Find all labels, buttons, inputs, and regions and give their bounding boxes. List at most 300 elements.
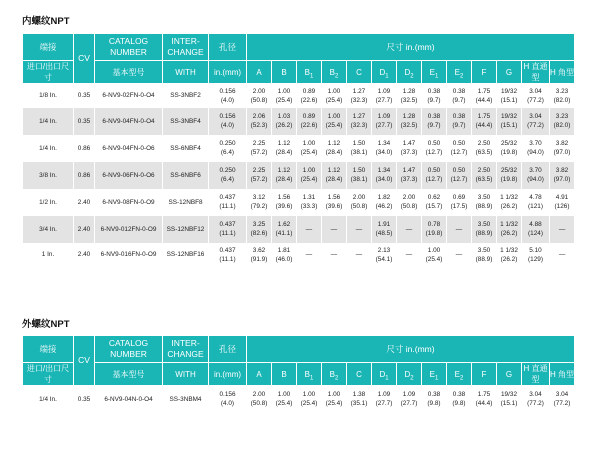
value-in: 0.50 [427, 167, 441, 174]
value-in: — [305, 225, 313, 233]
cell-dim-2 [297, 216, 322, 243]
value-in: 1 1/32 [500, 246, 518, 254]
cell-dim-8 [447, 108, 472, 135]
cell-cv: 0.35 [74, 108, 95, 135]
value-in: 1.38 [352, 391, 366, 399]
cell-orifice [209, 108, 247, 135]
cell-dim-10 [497, 216, 522, 243]
col-subscript: 1 [385, 73, 389, 80]
value-mm: (50.8) [250, 400, 268, 408]
header-col-9: F [472, 61, 497, 84]
cell-dim-5 [372, 135, 397, 162]
col-subscript: 1 [435, 73, 439, 80]
value-in: 1.12 [327, 167, 341, 174]
header-col-2 [297, 61, 322, 84]
value-in: 0.78 [427, 221, 441, 228]
value-in: 0.38 [452, 87, 466, 95]
value-mm: (121) [528, 203, 543, 210]
cell-dim-4 [347, 84, 372, 108]
cell-dim-10 [497, 243, 522, 267]
cell-dim-11 [522, 386, 550, 413]
header-col-11: H 直通型 [523, 62, 548, 82]
cell-dim-9 [472, 108, 497, 135]
value-in: 1.09 [377, 113, 391, 120]
male-npt-spec-table [22, 335, 575, 413]
col-subscript: 2 [335, 375, 339, 382]
value-in: 1.00 [277, 391, 291, 399]
cell-dim-3 [322, 135, 347, 162]
cell-dim-12 [550, 386, 575, 413]
header-interchange: INTER-CHANGE [163, 336, 209, 363]
cell-dim-0 [247, 243, 272, 267]
col-letter: E [454, 67, 460, 77]
cell-dim-4 [347, 108, 372, 135]
value-mm: (82.6) [250, 230, 268, 237]
value-in: 3.70 [529, 167, 542, 174]
value-mm: (88.9) [475, 230, 493, 237]
value-in: 1.31 [302, 194, 316, 201]
value-in: 3.04 [529, 391, 542, 399]
value-in: — [455, 251, 463, 258]
cell-dim-10 [497, 162, 522, 189]
value-mm: (77.2) [553, 400, 571, 408]
cell-catalog: 6-NV9-08FN-0-O9 [95, 189, 163, 216]
cell-dim-9 [472, 386, 497, 413]
col-letter: B [304, 369, 310, 379]
value-in: 1.09 [402, 391, 416, 399]
value-in: 1.50 [352, 140, 366, 147]
value-mm: (15.1) [500, 400, 518, 408]
value-in: 0.156 [219, 113, 236, 120]
value-in: 4.88 [529, 221, 542, 228]
header-col-8 [447, 363, 472, 386]
value-in: 2.00 [352, 194, 366, 201]
cell-orifice [209, 189, 247, 216]
cell-dim-0 [247, 162, 272, 189]
cell-interchange: SS-6NBF6 [163, 162, 209, 189]
value-in: 0.437 [219, 194, 236, 201]
cell-dim-6 [397, 135, 422, 162]
female-npt-spec-table [22, 33, 575, 267]
cell-dim-7 [422, 108, 447, 135]
value-in: — [405, 251, 413, 258]
header-cv: CV [74, 336, 95, 386]
cell-dim-0 [247, 108, 272, 135]
value-in: 1.00 [277, 87, 291, 95]
header-col-2 [297, 363, 322, 386]
cell-interchange: SS-3NBF4 [163, 108, 209, 135]
header-dimensions: 尺寸 in.(mm) [247, 34, 575, 61]
cell-size: 1/4 In. [23, 386, 74, 413]
header-col-5 [372, 363, 397, 386]
cell-dim-3 [322, 386, 347, 413]
value-mm: (38.1) [350, 149, 368, 156]
cell-dim-0 [247, 84, 272, 108]
value-in: 19/32 [501, 113, 517, 120]
value-in: 0.38 [427, 391, 441, 399]
cell-catalog: 6-NV9-06FN-0-O6 [95, 162, 163, 189]
table-row [23, 162, 575, 189]
value-in: 0.62 [427, 194, 441, 201]
value-in: — [330, 251, 338, 258]
value-mm: (15.1) [500, 122, 518, 129]
cell-size: 1 In. [23, 243, 74, 267]
value-in: 1.00 [302, 140, 316, 147]
header-orifice: 孔径 [209, 34, 247, 61]
value-in: 0.437 [219, 221, 236, 228]
cell-dim-7 [422, 189, 447, 216]
header-col-12: H 角型 [550, 61, 575, 84]
value-in: — [455, 225, 463, 233]
value-in: 1 1/32 [500, 221, 518, 228]
value-in: 3.50 [477, 194, 491, 201]
value-in: 2.50 [477, 140, 491, 147]
cell-dim-9 [472, 135, 497, 162]
value-in: 1.75 [477, 87, 491, 95]
cell-catalog: 6-NV9-012FN-0-O9 [95, 216, 163, 243]
value-in: 1.12 [277, 140, 291, 147]
value-in: 1.75 [477, 391, 491, 399]
header-col-9: F [472, 363, 497, 386]
value-in: — [558, 225, 566, 233]
value-mm: (124) [528, 230, 543, 237]
cell-interchange: SS-12NBF16 [163, 243, 209, 267]
value-mm: (15.7) [425, 203, 443, 210]
value-in: 3.23 [555, 113, 569, 120]
value-mm: (12.7) [450, 176, 468, 183]
table-row [23, 243, 575, 267]
value-in: 3.62 [252, 246, 266, 254]
value-in: 1.82 [377, 194, 391, 201]
value-in: 2.25 [252, 140, 266, 147]
cell-dim-4 [347, 189, 372, 216]
value-mm: (77.2) [527, 96, 544, 104]
cell-catalog: 6-NV9-04FN-0-O6 [95, 135, 163, 162]
cell-dim-4 [347, 216, 372, 243]
value-in: 0.38 [452, 113, 466, 120]
value-in: 1.50 [352, 167, 366, 174]
table-row [23, 108, 575, 135]
cell-dim-3 [322, 243, 347, 267]
value-in: 1 1/32 [500, 194, 518, 201]
cell-dim-6 [397, 189, 422, 216]
header-base-model: 基本型号 [95, 61, 163, 84]
header-port-size: 进口/出口尺寸 [23, 363, 74, 386]
value-mm: (25.4) [300, 400, 318, 408]
table-row [23, 386, 575, 413]
value-mm: (126) [554, 203, 570, 210]
cell-dim-12 [550, 243, 575, 267]
col-letter: D [379, 67, 386, 77]
cell-dim-6 [397, 243, 422, 267]
value-in: 1.09 [377, 391, 391, 399]
cell-size: 1/4 In. [23, 108, 74, 135]
cell-dim-12 [550, 189, 575, 216]
cell-dim-9 [472, 162, 497, 189]
col-letter: D [404, 369, 411, 379]
cell-dim-0 [247, 189, 272, 216]
header-catalog: CATALOG NUMBER [95, 34, 163, 61]
header-col-8 [447, 61, 472, 84]
value-in: 3.82 [555, 167, 569, 174]
value-mm: (11.1) [219, 230, 236, 237]
header-catalog: CATALOG NUMBER [95, 336, 163, 363]
cell-interchange: SS-3NBF2 [163, 84, 209, 108]
value-mm: (46.2) [375, 203, 393, 210]
table-row [23, 135, 575, 162]
cell-dim-2 [297, 84, 322, 108]
value-in: 0.156 [219, 391, 236, 399]
value-in: 1.00 [302, 167, 316, 174]
col-letter: D [379, 369, 386, 379]
cell-dim-4 [347, 243, 372, 267]
cell-dim-10 [497, 108, 522, 135]
value-in: 3.04 [529, 113, 542, 120]
value-mm: (26.2) [500, 255, 518, 263]
value-mm: (9.7) [427, 122, 441, 129]
header-port: 端接 [23, 336, 74, 363]
cell-dim-3 [322, 162, 347, 189]
cell-dim-6 [397, 386, 422, 413]
value-in: 1.27 [352, 113, 366, 120]
value-mm: (6.4) [220, 149, 235, 156]
header-dimensions: 尺寸 in.(mm) [247, 336, 575, 363]
col-subscript: 2 [335, 73, 339, 80]
value-in: 1.81 [277, 246, 291, 254]
col-subscript: 1 [435, 375, 439, 382]
cell-dim-1 [272, 135, 297, 162]
value-mm: (94.0) [527, 176, 544, 183]
value-mm: (50.8) [250, 96, 268, 104]
value-mm: (19.8) [425, 230, 443, 237]
value-mm: (28.4) [325, 149, 343, 156]
value-mm: (57.2) [250, 176, 268, 183]
value-in: 1.34 [377, 167, 391, 174]
cell-dim-11 [522, 243, 550, 267]
value-in: 0.50 [452, 140, 466, 147]
col-subscript: 1 [310, 375, 314, 382]
value-mm: (82.0) [553, 122, 571, 129]
value-mm: (50.8) [350, 203, 368, 210]
value-mm: (12.7) [425, 149, 443, 156]
value-mm: (79.2) [250, 203, 268, 210]
value-in: 1.28 [402, 87, 416, 95]
value-in: 19/32 [501, 87, 517, 95]
cell-dim-5 [372, 216, 397, 243]
cell-dim-1 [272, 162, 297, 189]
col-letter: D [404, 67, 411, 77]
value-in: 0.69 [452, 194, 466, 201]
value-mm: (25.4) [325, 400, 343, 408]
value-mm: (28.4) [275, 149, 293, 156]
value-mm: (15.1) [500, 96, 518, 104]
col-letter: B [304, 67, 310, 77]
value-in: 1.00 [427, 246, 441, 254]
cell-dim-5 [372, 162, 397, 189]
value-mm: (44.4) [475, 96, 493, 104]
value-mm: (17.5) [450, 203, 468, 210]
header-orifice: 孔径 [209, 336, 247, 363]
col-subscript: 1 [310, 73, 314, 80]
value-mm: (34.0) [375, 149, 393, 156]
cell-dim-1 [272, 108, 297, 135]
header-col-5 [372, 61, 397, 84]
cell-dim-7 [422, 135, 447, 162]
value-mm: (9.8) [452, 400, 466, 408]
value-mm: (25.4) [425, 255, 443, 263]
col-subscript: 2 [410, 73, 414, 80]
cell-dim-7 [422, 162, 447, 189]
cell-dim-12 [550, 108, 575, 135]
value-in: — [355, 251, 363, 258]
cell-dim-5 [372, 243, 397, 267]
table-row [23, 189, 575, 216]
cell-dim-6 [397, 108, 422, 135]
value-mm: (19.8) [500, 176, 518, 183]
cell-dim-12 [550, 135, 575, 162]
header-col-12: H 角型 [550, 363, 575, 386]
value-mm: (33.3) [300, 203, 318, 210]
value-mm: (12.7) [425, 176, 443, 183]
cell-size: 1/4 In. [23, 135, 74, 162]
cell-dim-10 [497, 135, 522, 162]
value-in: 1.00 [327, 113, 341, 120]
cell-dim-2 [297, 243, 322, 267]
value-mm: (32.3) [350, 122, 368, 129]
value-in: 3.12 [252, 194, 266, 201]
cell-dim-6 [397, 162, 422, 189]
value-mm: (11.1) [219, 255, 236, 263]
value-in: 2.06 [252, 113, 266, 120]
cell-orifice [209, 135, 247, 162]
cell-dim-11 [522, 108, 550, 135]
cell-catalog: 6-NV9-02FN-0-O4 [95, 84, 163, 108]
value-mm: (4.0) [220, 96, 235, 104]
cell-dim-2 [297, 386, 322, 413]
cell-cv: 2.40 [74, 216, 95, 243]
col-letter: B [329, 67, 335, 77]
value-mm: (46.0) [275, 255, 293, 263]
value-in: 3.23 [555, 87, 569, 95]
cell-dim-3 [322, 216, 347, 243]
cell-dim-8 [447, 84, 472, 108]
cell-dim-1 [272, 84, 297, 108]
header-interchange: INTER-CHANGE [163, 34, 209, 61]
cell-dim-10 [497, 84, 522, 108]
value-in: 1.12 [277, 167, 291, 174]
value-mm: (4.0) [220, 122, 235, 129]
cell-dim-8 [447, 189, 472, 216]
value-in: 4.91 [555, 194, 569, 201]
value-mm: (54.1) [375, 255, 393, 263]
header-col-6 [397, 363, 422, 386]
header-col-11: H 直通型 [523, 364, 548, 384]
cell-dim-6 [397, 84, 422, 108]
value-mm: (26.2) [500, 203, 518, 210]
header-col-7 [422, 363, 447, 386]
value-in: 2.50 [477, 167, 491, 174]
cell-dim-12 [550, 162, 575, 189]
header-cv: CV [74, 34, 95, 84]
value-in: 1.56 [277, 194, 291, 201]
value-in: 0.38 [427, 113, 441, 120]
cell-dim-8 [447, 216, 472, 243]
value-mm: (39.6) [325, 203, 343, 210]
value-mm: (25.4) [300, 149, 318, 156]
cell-catalog: 6-NV9-04N-0-O4 [95, 386, 163, 413]
cell-dim-11 [522, 135, 550, 162]
value-in: 4.78 [529, 194, 542, 201]
value-mm: (6.4) [220, 176, 235, 183]
value-in: 0.437 [219, 246, 236, 254]
cell-dim-6 [397, 216, 422, 243]
value-in: — [305, 251, 313, 258]
value-mm: (91.9) [250, 255, 268, 263]
cell-dim-1 [272, 189, 297, 216]
header-col-6 [397, 61, 422, 84]
header-with: WITH [163, 61, 209, 84]
value-in: 1.56 [327, 194, 341, 201]
value-in: 2.25 [252, 167, 266, 174]
value-in: 1.00 [327, 87, 341, 95]
value-mm: (32.3) [350, 96, 368, 104]
value-mm: (88.9) [475, 255, 493, 263]
value-mm: (27.7) [375, 400, 393, 408]
col-subscript: 2 [460, 375, 464, 382]
cell-cv: 2.40 [74, 189, 95, 216]
value-in: 0.38 [452, 391, 466, 399]
value-in: 3.50 [477, 246, 491, 254]
cell-dim-0 [247, 216, 272, 243]
cell-dim-5 [372, 189, 397, 216]
header-col-4: C [347, 363, 372, 386]
value-mm: (25.4) [300, 176, 318, 183]
header-port: 端接 [23, 34, 74, 61]
cell-dim-9 [472, 84, 497, 108]
value-in: 1.47 [402, 140, 416, 147]
table-row [23, 216, 575, 243]
cell-dim-8 [447, 243, 472, 267]
value-mm: (50.8) [400, 203, 418, 210]
header-port-size: 进口/出口尺寸 [23, 61, 74, 84]
col-letter: E [454, 369, 460, 379]
value-in: 25/32 [501, 140, 517, 147]
value-mm: (39.6) [275, 203, 293, 210]
value-mm: (57.2) [250, 149, 268, 156]
value-mm: (25.4) [275, 96, 293, 104]
col-letter: E [429, 369, 435, 379]
cell-size: 1/2 In. [23, 189, 74, 216]
cell-dim-2 [297, 108, 322, 135]
value-in: — [405, 225, 413, 233]
cell-dim-2 [297, 162, 322, 189]
value-mm: (27.7) [375, 122, 393, 129]
value-mm: (25.4) [325, 122, 343, 129]
value-in: 0.38 [427, 87, 441, 95]
cell-dim-7 [422, 386, 447, 413]
value-in: — [355, 225, 363, 233]
value-mm: (88.9) [475, 203, 493, 210]
value-in: 3.25 [252, 221, 266, 228]
value-mm: (37.3) [400, 176, 418, 183]
value-in: 1.47 [402, 167, 416, 174]
value-mm: (25.4) [275, 400, 293, 408]
value-mm: (63.5) [475, 149, 493, 156]
cell-orifice [209, 386, 247, 413]
header-orifice-unit: in.(mm) [209, 363, 247, 386]
value-mm: (28.4) [275, 176, 293, 183]
table-row [23, 84, 575, 108]
